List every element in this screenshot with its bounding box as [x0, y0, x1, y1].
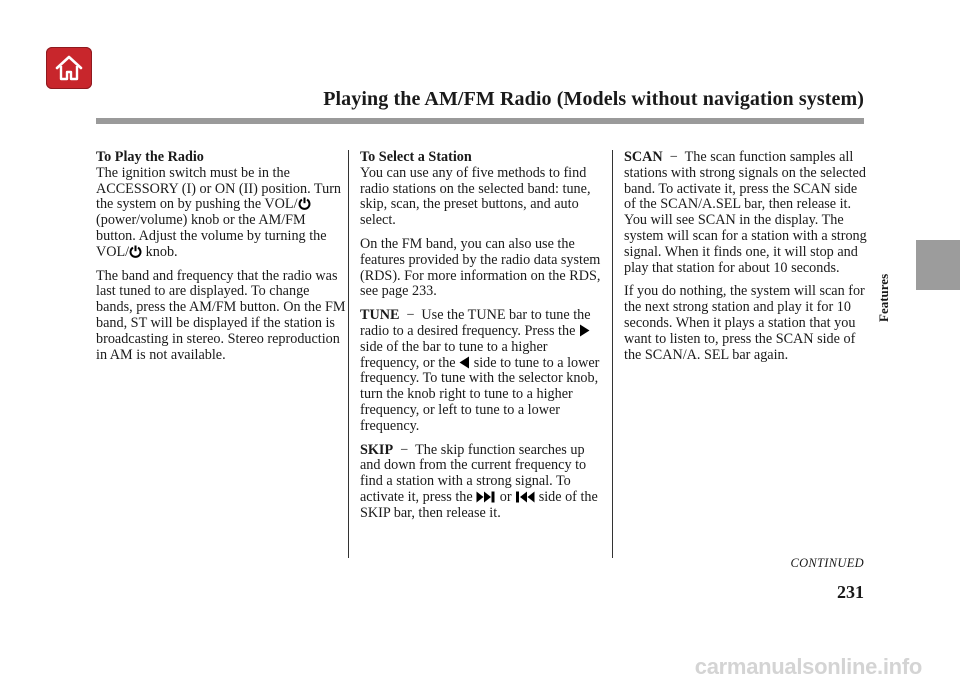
triangle-left-icon [459, 356, 470, 369]
paragraph-scan-next: If you do nothing, the system will scan for the next strong station and play it for 10 seconds. When it plays a station that you want to listen to, press the SCAN side of the SCAN/A. SEL bar again. [624, 283, 865, 363]
paragraph-scan: SCAN − The scan function samples all stations with strong signals on the selected band. To activate it, press the SCAN side of the SCAN/A.SEL bar, then release it. You will see SCAN in the display. The system will scan for a station with a strong signal. When it finds one, it will stop and play that station for about 10 seconds. [624, 149, 867, 276]
heading-select-station: To Select a Station [360, 149, 472, 165]
column-1: To Play the Radio The ignition switch must be in the ACCESSORY (I) or ON (II) position. Turn the system on by pushing the VOL/ (power/volume) knob or the AM/FM button. Adjust the volume by turning the VOL/ knob. The band and frequency that the radio was last tuned to are displayed. To change bands, press the AM/FM button. On the FM band, ST will be displayed if the station is broadcasting in stereo. Stereo reproduction in AM is not available. [96, 149, 346, 363]
page-number: 231 [837, 582, 864, 602]
paragraph-rds: On the FM band, you can also use the features provided by the radio data system (RDS). For more information on the RDS, see page 233. [360, 235, 601, 300]
paragraph-band-frequency: The band and frequency that the radio was last tuned to are displayed. To change bands, press the AM/FM button. On the FM band, ST will be displayed if the station is broadcasting in stereo. Stereo reproduction in AM is not available. [96, 267, 346, 363]
paragraph-skip: SKIP − The skip function searches up and down from the current frequency to find a station with a strong signal. To activate it, press the or side of the SKIP bar, then release it. [360, 441, 598, 521]
skip-back-icon [515, 491, 535, 503]
column-divider-1 [348, 150, 349, 558]
page-title: Playing the AM/FM Radio (Models without navigation system) [323, 88, 864, 110]
paragraph-tune: TUNE − Use the TUNE bar to tune the radio to a desired frequency. Press the side of the bar to tune to a higher frequency, or the side to tune to a lower frequency. To tune with the selector knob, turn the knob right to tune to a higher frequency, or left to tune to a lower frequency. [360, 307, 600, 434]
column-3 [624, 150, 870, 371]
column-2: To Select a Station You can use any of five methods to find radio stations on the selected band: tune, skip, scan, the preset buttons, and auto select. On the FM band, you can also use the features provided by the radio data system (RDS). For more information on the RDS, see page 233. TUNE − Use the TUNE bar to tune the radio to a desired frequency. Press the side of the bar to tune to a higher frequency, or the side to tune to a lower frequency. To tune with the selector knob, turn the knob right to tune to a higher frequency, or left to tune to a lower frequency. SKIP − The skip function searches up and down from the current frequency to find a station with a strong signal. To activate it, press the or side of the SKIP bar, then release it. [360, 150, 604, 530]
section-tab[interactable] [916, 240, 960, 290]
section-label: Features [876, 273, 891, 322]
home-icon [54, 54, 84, 82]
power-icon [129, 245, 142, 258]
home-button[interactable] [46, 47, 92, 89]
triangle-right-icon [579, 324, 590, 337]
continued-label: CONTINUED [790, 556, 864, 570]
column-divider-2 [612, 150, 613, 558]
power-icon [298, 197, 311, 210]
skip-forward-icon [476, 491, 496, 503]
watermark: carmanualsonline.info [694, 654, 922, 679]
header-rule [96, 118, 864, 124]
heading-play-radio: To Play the Radio [96, 149, 204, 165]
